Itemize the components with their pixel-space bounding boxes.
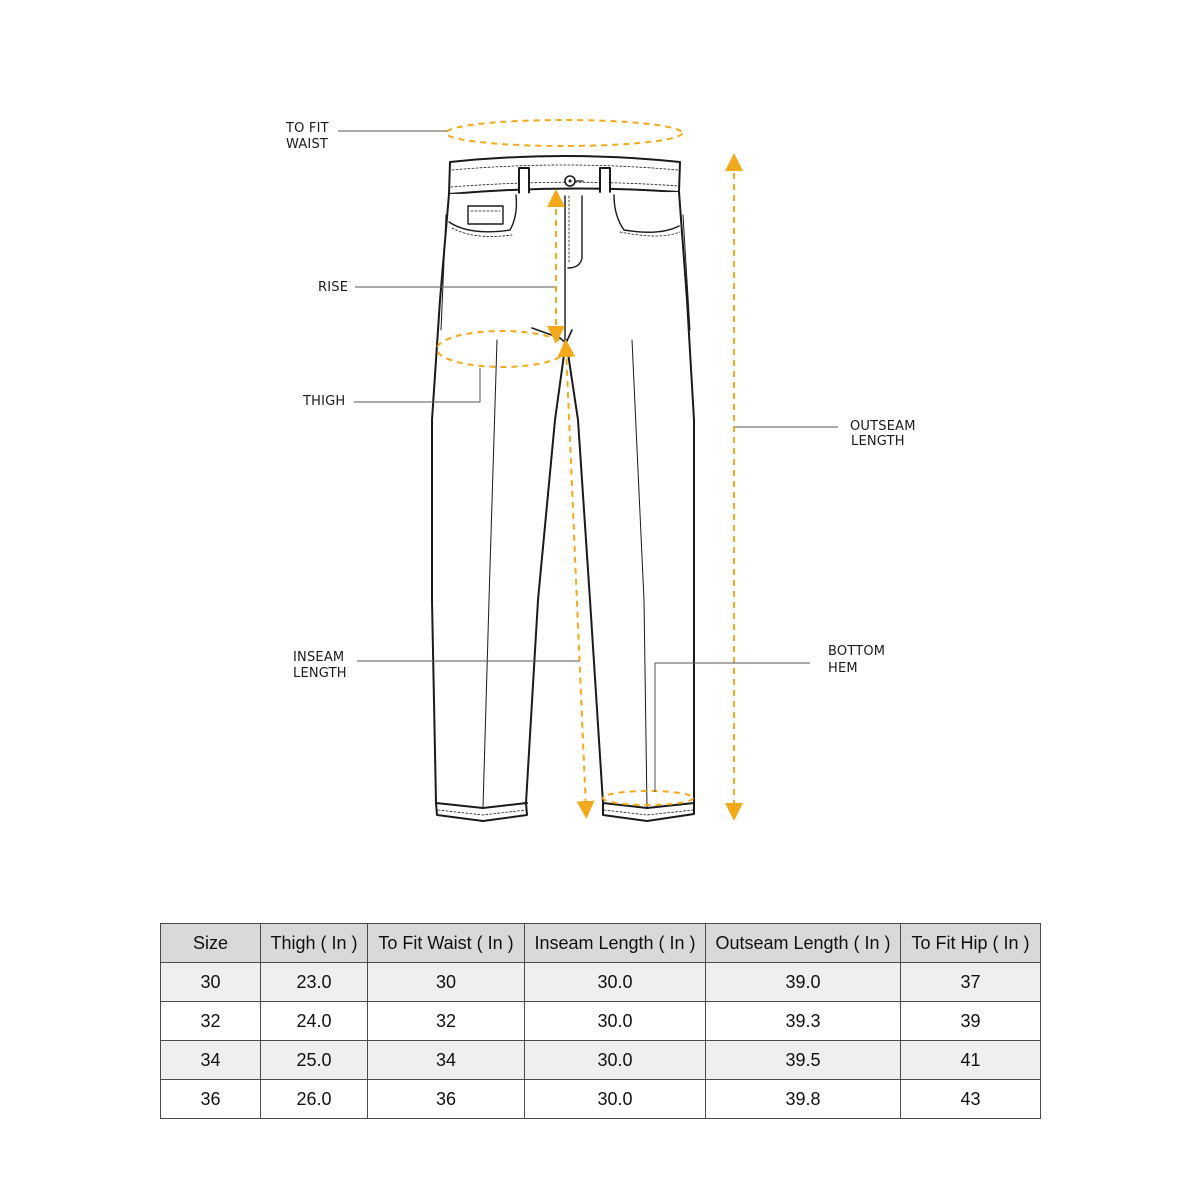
table-row — [161, 963, 1041, 1002]
waist-measure — [446, 120, 682, 146]
table-cell: 23.0 — [261, 963, 368, 1002]
table-header-row — [161, 924, 1041, 963]
table-row — [161, 1080, 1041, 1119]
table-cell: 39.5 — [706, 1041, 901, 1080]
table-cell: 36 — [368, 1080, 525, 1119]
waistband — [449, 156, 680, 194]
table-cell: 30.0 — [525, 1002, 706, 1041]
table-cell: 34 — [161, 1041, 261, 1080]
header-waist: To Fit Waist ( In ) — [368, 924, 525, 963]
table-row — [161, 1041, 1041, 1080]
size-chart-table — [160, 923, 1041, 1119]
table-cell: 39 — [901, 1002, 1041, 1041]
outseam-label: OUTSEAM LENGTH — [850, 419, 916, 449]
thigh-label: THIGH — [303, 394, 346, 409]
table-cell: 39.0 — [706, 963, 901, 1002]
table-cell: 32 — [368, 1002, 525, 1041]
table-cell: 43 — [901, 1080, 1041, 1119]
inseam-label: INSEAM LENGTH — [293, 650, 347, 681]
table-row — [161, 1002, 1041, 1041]
table-cell: 30.0 — [525, 1041, 706, 1080]
table-cell: 25.0 — [261, 1041, 368, 1080]
table-cell: 39.3 — [706, 1002, 901, 1041]
header-size: Size — [161, 924, 261, 963]
rise-label: RISE — [318, 280, 349, 295]
table-cell: 30 — [161, 963, 261, 1002]
waist-label: TO FIT WAIST — [286, 121, 329, 152]
table-cell: 36 — [161, 1080, 261, 1119]
table-cell: 30.0 — [525, 963, 706, 1002]
header-hip: To Fit Hip ( In ) — [901, 924, 1041, 963]
table-cell: 37 — [901, 963, 1041, 1002]
bottom-hem-label: BOTTOM HEM — [828, 644, 886, 676]
table-cell: 24.0 — [261, 1002, 368, 1041]
table-cell: 39.8 — [706, 1080, 901, 1119]
table-cell: 30 — [368, 963, 525, 1002]
table-cell: 26.0 — [261, 1080, 368, 1119]
header-thigh: Thigh ( In ) — [261, 924, 368, 963]
table-cell: 32 — [161, 1002, 261, 1041]
table-cell: 41 — [901, 1041, 1041, 1080]
header-outseam: Outseam Length ( In ) — [706, 924, 901, 963]
table-cell: 34 — [368, 1041, 525, 1080]
header-inseam: Inseam Length ( In ) — [525, 924, 706, 963]
table-cell: 30.0 — [525, 1080, 706, 1119]
